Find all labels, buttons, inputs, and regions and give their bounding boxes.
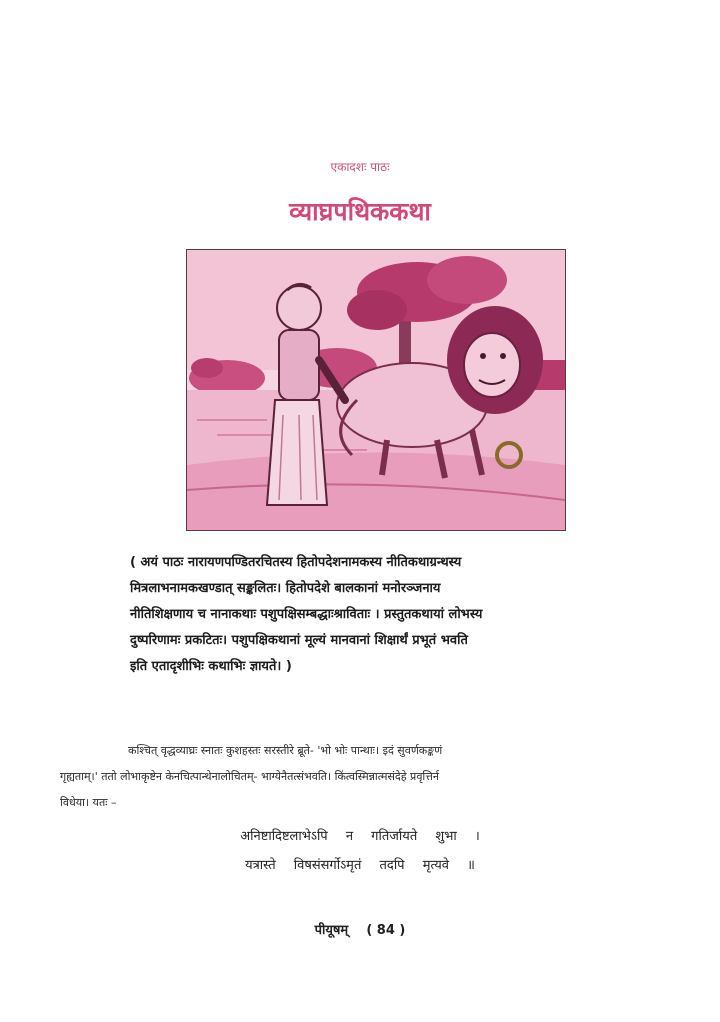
- intro-line: नीतिशिक्षणाय च नानाकथाः पशुपक्षिसम्बद्धाःश्राविताः । प्रस्तुतकथायां लोभस्य: [130, 607, 483, 622]
- page-footer: [0, 920, 720, 938]
- book-name: पीयूषम्: [314, 923, 349, 938]
- verse-line: यत्रास्ते विषसंसर्गोऽमृतं तदपि मृत्यवे ॥: [245, 858, 475, 873]
- story-line: विधेया। यतः –: [60, 796, 117, 809]
- story-line: कश्चित् वृद्धव्याघ्रः स्नातः कुशहस्तः सरस्तीरे ब्रूते- 'भो भोः पान्थाः। इदं सुवर्णकङ्कणं: [128, 744, 443, 757]
- intro-line: दुष्परिणामः प्रकटितः। पशुपक्षिकथानां मूल्यं मानवानां शिक्षार्थं प्रभूतं भवति: [130, 633, 468, 648]
- intro-line: इति एतादृशीभिः कथाभिः ज्ञायते। ): [130, 659, 292, 674]
- story-paragraph: [60, 738, 670, 816]
- story-illustration: [186, 249, 566, 531]
- page-number: ( 84 ): [366, 923, 406, 938]
- lesson-number: एकादशः पाठः: [330, 160, 390, 174]
- verse-shloka: [0, 822, 720, 880]
- story-line: गृह्यताम्।' ततो लोभाकृष्टेन केनचित्पान्थेनालोचितम्- भाग्येनैतत्संभवति। किंत्वस्मिन्नात्मसंदेहे प्रवृत्तिर्न: [60, 770, 439, 783]
- intro-line: ( अयं पाठः नारायणपण्डितरचितस्य हितोपदेशनामकस्य नीतिकथाग्रन्थस्य: [130, 555, 462, 570]
- lesson-title: व्याघ्रपथिककथा: [289, 197, 431, 226]
- verse-line: अनिष्टादिष्टलाभेऽपि न गतिर्जायते शुभा ।: [240, 829, 480, 844]
- lesson-introduction: [130, 550, 650, 680]
- intro-line: मित्रलाभनामकखण्डात् सङ्कलितः। हितोपदेशे बालकानां मनोरञ्जनाय: [130, 581, 441, 596]
